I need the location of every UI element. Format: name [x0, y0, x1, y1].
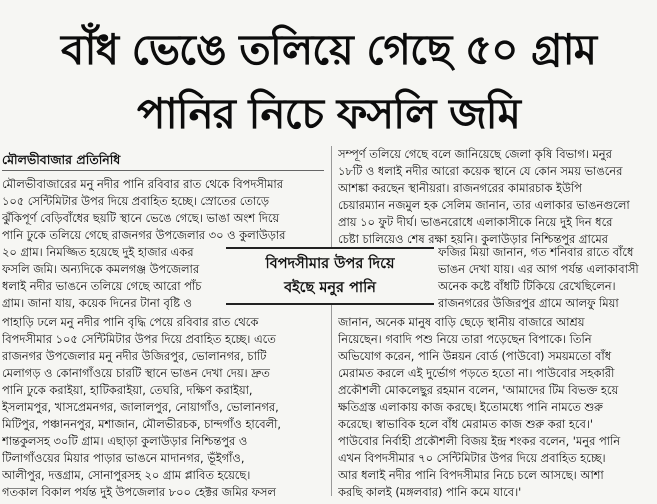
paragraph-line: পাউবোর নির্বাহী প্রকৌশলী বিজয় ইন্দ্র শংকর বলেন, 'মনুর পানি	[338, 434, 621, 448]
paragraph-line: ক্ষতিগ্রস্ত এলাকায় কাজ করছে। ইতোমধ্যে পানি নামতে শুরু	[338, 400, 603, 414]
paragraph-line: ধলাই নদীর ভাঙনে তলিয়ে গেছে আরো পাঁচ	[2, 279, 202, 293]
paragraph-line: ফজির মিয়া জানান, গত শনিবার রাতে বাঁধে	[438, 245, 634, 259]
paragraph-line: মৌলভীবাজারের মনু নদীর পানি রবিবার রাত থেকে বিপদসীমার	[2, 177, 283, 191]
paragraph-line: চেষ্টা চালিয়েও শেষ রক্ষা হয়নি। কুলাউড়ার নিশ্চিন্তপুর গ্রামের	[338, 232, 608, 246]
paragraph-line: আর ধলাই নদীর পানি বিপদসীমার নিচে চলে আসছে। আশা	[338, 468, 604, 482]
paragraph-line: নিয়েছেন। গবাদি পশু নিয়ে তারা পড়েছেন বিপাকে। তিনি	[338, 332, 592, 346]
right-column-top	[338, 146, 656, 248]
pull-quote-line-2: বইছে মনুর পানি	[284, 280, 376, 296]
paragraph-line: শান্তকুলসহ ৩০টি গ্রাম। এছাড়া কুলাউড়ার নিশ্চিন্তপুর ও	[2, 434, 248, 448]
paragraph-line: সম্পূর্ণ তলিয়ে গেছে বলে জানিয়েছে জেলা কৃষি বিভাগ। মনুর	[338, 147, 612, 161]
paragraph-line: প্রায় ১০ ফুট দীর্ঘ। ভাঙনরোধে এলাকাসীকে নিয়ে দুই দিন ধরে	[338, 215, 613, 229]
paragraph-line: চেয়ারম্যান নজমুল হক সেলিম জানান, তার এলাকার ভাঙনগুলো	[338, 198, 630, 212]
paragraph-line: করেছে। স্বাভাবিক হলে বাঁধ মেরামত কাজ শুরু করা হবে।'	[338, 417, 594, 431]
left-column-bottom	[2, 314, 326, 501]
paragraph-line: মেলাগড় ও কোনাগাঁওয়ে চারটি স্থানে ভাঙন দেখা দেয়। দ্রুত	[2, 366, 270, 380]
paragraph-line: রাজনগরের উজিরপুর গ্রামে আলফু মিয়া	[438, 296, 619, 310]
paragraph-line: পানি ঢুকে করাইয়া, হাটিকরাইয়া, তেঘরি, দক্ষিণ করাইয়া,	[2, 383, 253, 397]
right-column-bottom	[338, 314, 656, 501]
paragraph-line: টিলাগাঁওয়ের মিয়ার পাড়ার ভাঙনে মাদানগর, ভূঁইগাঁও,	[2, 451, 245, 465]
paragraph-line: গ্রাম। জানা যায়, কয়েক দিনের টানা বৃষ্টি ও	[2, 296, 192, 310]
paragraph-line: মেরামত করলে এই দুর্ভোগ পড়তে হতো না। পাউবোর সহকারী	[338, 366, 615, 380]
paragraph-line: ১৮টি ও ধলাই নদীর আরো কয়েক স্থানে যে কোন সময় ভাঙনের	[338, 164, 623, 178]
left-column-middle	[2, 244, 222, 312]
paragraph-line: পানি ঢুকে তলিয়ে গেছে রাজনগর উপজেলার ৩০ ও কুলাউড়ার	[2, 228, 286, 242]
paragraph-line: গতকাল বিকাল পর্যন্ত দুই উপজেলার ৮০০ হেক্টর জমির ফসল	[2, 485, 276, 499]
headline-line-2: পানির নিচে ফসলি জমি	[136, 89, 521, 138]
left-column-top	[2, 176, 326, 244]
paragraph-line: ভাঙন দেখা যায়। এর আগ পর্যন্ত এলাকাবাসী	[438, 262, 639, 276]
paragraph-line: আশঙ্কা করছেন স্থানীয়রা। রাজনগরের কামারচাক ইউপি	[338, 181, 582, 195]
paragraph-line: বিপদসীমার ১০৫ সেন্টিমিটার উপর দিয়ে প্রবাহিত হচ্ছে। এতে	[2, 332, 276, 346]
paragraph-line: ২০ গ্রাম। নিমজ্জিত হয়েছে দুই হাজার একর	[2, 245, 194, 259]
paragraph-line: অভিযোগ করেন, পানি উন্নয়ন বোর্ড (পাউবো) সময়মতো বাঁধ	[338, 349, 612, 363]
right-column-middle	[438, 244, 656, 312]
headline-line-1: বাঁধ ভেঙে তলিয়ে গেছে ৫০ গ্রাম	[60, 25, 597, 74]
paragraph-line: ঝুঁকিপূর্ণ বেড়িবাঁধের ছয়টি স্থানে ভেঙে গেছে। ভাঙা অংশ দিয়ে	[2, 211, 280, 225]
paragraph-line: অনেক কষ্টে বাঁধটি টিকিয়ে রেখেছিলেন।	[438, 279, 616, 293]
paragraph-line: জানান, অনেক মানুষ বাড়ি ছেড়ে স্থানীয় বাজারে আশ্রয়	[338, 315, 585, 329]
paragraph-line: ইসলামপুর, খাসপ্রেমনগর, জালালপুর, নোয়াগাঁও, ভোলানগর,	[2, 400, 279, 414]
paragraph-line: এখন বিপদসীমার ৭০ সেন্টিমিটার উপর দিয়ে প্রবাহিত হচ্ছে।	[338, 451, 606, 465]
paragraph-line: করছি কালই (মঙ্গলবার) পানি কমে যাবে।'	[338, 485, 522, 499]
column-divider	[331, 146, 332, 496]
paragraph-line: পাহাড়ি ঢলে মনু নদীর পানি বৃদ্ধি পেয়ে রবিবার রাত থেকে	[2, 315, 259, 329]
paragraph-line: রাজনগর উপজেলার মনু নদীর উজিরপুর, ভোলানগর, চাটি	[2, 349, 267, 363]
pull-quote	[226, 247, 434, 305]
pull-quote-line-1: বিপদসীমার উপর দিয়ে	[265, 256, 395, 272]
paragraph-line: ফসলি জমি। অন্যদিকে কমলগঞ্জ উপজেলার	[2, 262, 200, 276]
paragraph-line: আলীপুর, দত্তগ্রাম, সোনাপুরসহ ২০ গ্রাম প্লাবিত হয়েছে।	[2, 468, 251, 482]
paragraph-line: প্রকৌশলী মোকলেছুর রহমান বলেন, 'আমাদের টিম বিভক্ত হয়ে	[338, 383, 619, 397]
paragraph-line: মিটিপুর, পঞ্চাননপুর, মশাজান, মৌলভীরচক, চান্দগাঁও হাবেলী,	[2, 417, 282, 431]
byline: মৌলভীবাজার প্রতিনিধি	[2, 150, 324, 171]
paragraph-line: ১০৫ সেন্টিমিটার উপর দিয়ে প্রবাহিত হচ্ছে। স্রোতের তোড়ে	[2, 194, 269, 208]
